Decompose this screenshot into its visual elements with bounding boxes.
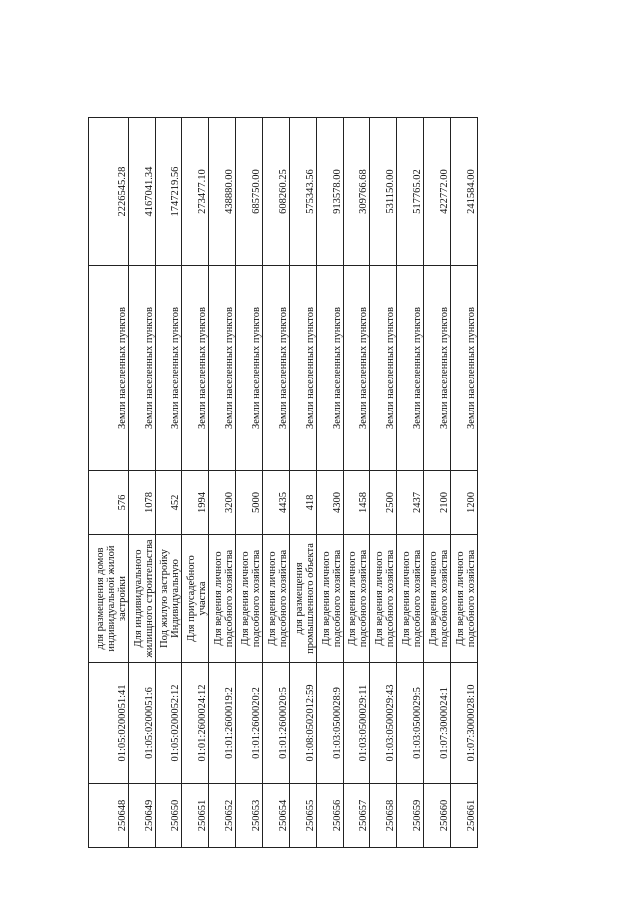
permitted-use-cell: Для ведения личного подсобного хозяйства: [424, 535, 451, 663]
cadastral-value-cell: 4167041.34: [128, 118, 155, 266]
cadastral-value-cell: 422772.00: [424, 118, 451, 266]
table-row: [209, 118, 236, 848]
row-id-cell: 250650: [155, 784, 182, 848]
cadastral-number-cell: 01:05:0200051:41: [89, 663, 129, 784]
row-id-cell: 250652: [209, 784, 236, 848]
table-row: [89, 118, 129, 848]
land-plots-table: [88, 117, 478, 848]
table-row: [155, 118, 182, 848]
row-id-cell: 250655: [289, 784, 316, 848]
area-cell: 1458: [343, 471, 370, 535]
permitted-use-cell: Для ведения личного подсобного хозяйства: [343, 535, 370, 663]
table-row: [424, 118, 451, 848]
land-category-cell: Земли населенных пунктов: [370, 266, 397, 471]
area-cell: 2500: [370, 471, 397, 535]
cadastral-number-cell: 01:03:0500029:43: [370, 663, 397, 784]
row-id-cell: 250654: [263, 784, 290, 848]
rotated-table-container: [88, 118, 478, 848]
area-cell: 1200: [451, 471, 478, 535]
cadastral-number-cell: 01:07:3000028:10: [451, 663, 478, 784]
cadastral-value-cell: 685750.00: [236, 118, 263, 266]
permitted-use-cell: Для ведения личного подсобного хозяйства: [397, 535, 424, 663]
area-cell: 2100: [424, 471, 451, 535]
cadastral-value-cell: 608260.25: [263, 118, 290, 266]
land-category-cell: Земли населенных пунктов: [343, 266, 370, 471]
table-row: [451, 118, 478, 848]
cadastral-number-cell: 01:05:0200052:12: [155, 663, 182, 784]
permitted-use-cell: Для ведения личного подсобного хозяйства: [451, 535, 478, 663]
area-cell: 1078: [128, 471, 155, 535]
row-id-cell: 250661: [451, 784, 478, 848]
area-cell: 4300: [316, 471, 343, 535]
land-category-cell: Земли населенных пунктов: [397, 266, 424, 471]
permitted-use-cell: Для ведения личного подсобного хозяйства: [263, 535, 290, 663]
land-category-cell: Земли населенных пунктов: [128, 266, 155, 471]
row-id-cell: 250653: [236, 784, 263, 848]
area-cell: 1994: [182, 471, 209, 535]
cadastral-number-cell: 01:03:0500029:11: [343, 663, 370, 784]
land-category-cell: Земли населенных пунктов: [155, 266, 182, 471]
cadastral-value-cell: 2226545.28: [89, 118, 129, 266]
table-row: [182, 118, 209, 848]
cadastral-number-cell: 01:01:2600020:2: [236, 663, 263, 784]
row-id-cell: 250659: [397, 784, 424, 848]
area-cell: 2437: [397, 471, 424, 535]
row-id-cell: 250660: [424, 784, 451, 848]
table-row: [343, 118, 370, 848]
area-cell: 5000: [236, 471, 263, 535]
cadastral-value-cell: 531150.00: [370, 118, 397, 266]
cadastral-number-cell: 01:01:2600024:12: [182, 663, 209, 784]
permitted-use-cell: Для ведения личного подсобного хозяйства: [370, 535, 397, 663]
cadastral-value-cell: 913578.00: [316, 118, 343, 266]
cadastral-number-cell: 01:03:0500029:5: [397, 663, 424, 784]
area-cell: 3200: [209, 471, 236, 535]
area-cell: 576: [89, 471, 129, 535]
table-row: [397, 118, 424, 848]
cadastral-number-cell: 01:07:3000024:1: [424, 663, 451, 784]
land-category-cell: Земли населенных пунктов: [236, 266, 263, 471]
cadastral-number-cell: 01:01:2600019:2: [209, 663, 236, 784]
row-id-cell: 250648: [89, 784, 129, 848]
table-row: [370, 118, 397, 848]
area-cell: 418: [289, 471, 316, 535]
row-id-cell: 250656: [316, 784, 343, 848]
cadastral-number-cell: 01:01:2600020:5: [263, 663, 290, 784]
area-cell: 4435: [263, 471, 290, 535]
table-row: [289, 118, 316, 848]
cadastral-value-cell: 273477.10: [182, 118, 209, 266]
permitted-use-cell: для размещения промышленного объекта: [289, 535, 316, 663]
land-category-cell: Земли населенных пунктов: [209, 266, 236, 471]
cadastral-value-cell: 438880.00: [209, 118, 236, 266]
cadastral-value-cell: 241584.00: [451, 118, 478, 266]
cadastral-number-cell: 01:05:0200051:6: [128, 663, 155, 784]
cadastral-value-cell: 309766.68: [343, 118, 370, 266]
area-cell: 452: [155, 471, 182, 535]
cadastral-value-cell: 575343.56: [289, 118, 316, 266]
land-category-cell: Земли населенных пунктов: [89, 266, 129, 471]
row-id-cell: 250657: [343, 784, 370, 848]
cadastral-value-cell: 517765.02: [397, 118, 424, 266]
cadastral-value-cell: 1747219.56: [155, 118, 182, 266]
table-row: [316, 118, 343, 848]
table-body: [89, 118, 478, 848]
row-id-cell: 250658: [370, 784, 397, 848]
permitted-use-cell: Для ведения личного подсобного хозяйства: [236, 535, 263, 663]
land-category-cell: Земли населенных пунктов: [424, 266, 451, 471]
land-category-cell: Земли населенных пунктов: [263, 266, 290, 471]
row-id-cell: 250649: [128, 784, 155, 848]
land-category-cell: Земли населенных пунктов: [316, 266, 343, 471]
row-id-cell: 250651: [182, 784, 209, 848]
table-row: [263, 118, 290, 848]
land-category-cell: Земли населенных пунктов: [182, 266, 209, 471]
permitted-use-cell: Для приусадебного участка: [182, 535, 209, 663]
permitted-use-cell: Под жилую застройку Индивидуальную: [155, 535, 182, 663]
land-category-cell: Земли населенных пунктов: [289, 266, 316, 471]
table-row: [128, 118, 155, 848]
permitted-use-cell: Для ведения личного подсобного хозяйства: [316, 535, 343, 663]
land-category-cell: Земли населенных пунктов: [451, 266, 478, 471]
cadastral-number-cell: 01:08:0502012:59: [289, 663, 316, 784]
permitted-use-cell: для размещения домов индивидуальной жилой застройки: [89, 535, 129, 663]
permitted-use-cell: Для ведения личного подсобного хозяйства: [209, 535, 236, 663]
cadastral-number-cell: 01:03:0500028:9: [316, 663, 343, 784]
table-row: [236, 118, 263, 848]
permitted-use-cell: Для индивидуального жилищного строительства: [128, 535, 155, 663]
